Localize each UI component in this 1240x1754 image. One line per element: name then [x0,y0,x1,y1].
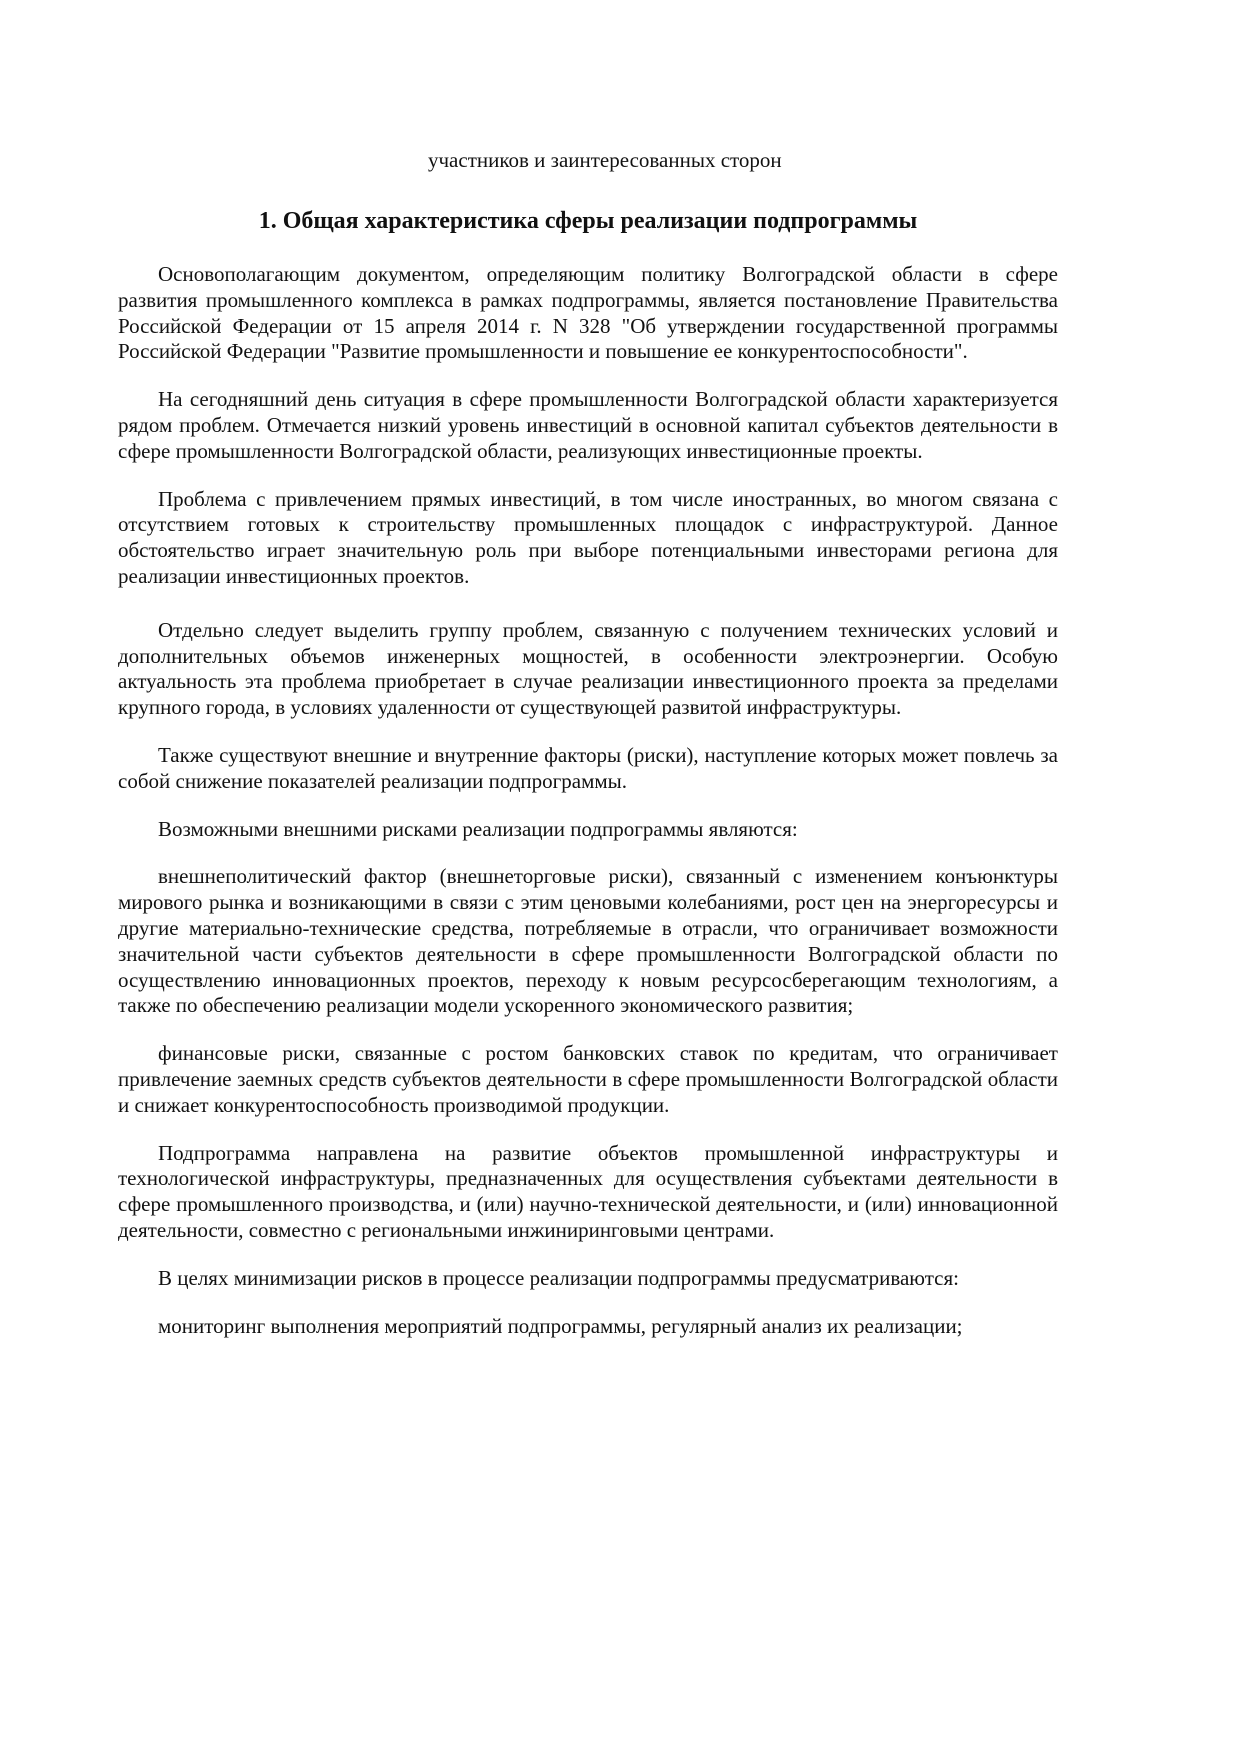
paragraph: Отдельно следует выделить группу проблем, связанную с получением технических условий и дополнительных объемов инженерных мощностей, в особенности электроэнергии. Особую актуальность эта проблема приобретает в случае реализации инвестиционного проекта за пределами крупного города, в условиях удаленности от существующей развитой инфраструктуры. [118,617,1058,720]
paragraph: Подпрограмма направлена на развитие объектов промышленной инфраструктуры и технологической инфраструктуры, предназначенных для осуществления субъектами деятельности в сфере промышленного производства, и (или) научно-технической деятельности, и (или) инновационной деятельности, совместно с региональными инжиниринговыми центрами. [118,1140,1058,1242]
paragraph: Проблема с привлечением прямых инвестиций, в том числе иностранных, во многом связана с отсутствием готовых к строительству промышленных площадок с инфраструктурой. Данное обстоятельство играет значительную роль при выборе потенциальными инвесторами региона для реализации инвестиционных проектов. [118,486,1058,588]
paragraph: Возможными внешними рисками реализации подпрограммы являются: [158,816,798,841]
paragraph: В целях минимизации рисков в процессе реализации подпрограммы предусматриваются: [158,1265,959,1290]
section-heading: 1. Общая характеристика сферы реализации подпрограммы [258,208,918,234]
paragraph: Основополагающим документом, определяющим политику Волгоградской области в сфере развития промышленного комплекса в рамках подпрограммы, является постановление Правительства Российской Федерации от 15 апреля 2014 г. N 328 "Об утверждении государственной программы Российской Федерации "Развитие промышленности и повышение ее конкурентоспособности". [118,262,1058,364]
paragraph: мониторинг выполнения мероприятий подпрограммы, регулярный анализ их реализации; [158,1313,963,1338]
document-body [118,262,1058,1361]
paragraph: Также существуют внешние и внутренние факторы (риски), наступление которых может повлечь за собой снижение показателей реализации подпрограммы. [118,742,1058,793]
paragraph: На сегодняшний день ситуация в сфере промышленности Волгоградской области характеризуется рядом проблем. Отмечается низкий уровень инвестиций в основной капитал субъектов деятельности в сфере промышленности Волгоградской области, реализующих инвестиционные проекты. [118,387,1058,463]
continuation-text: участников и заинтересованных сторон [428,148,782,172]
paragraph: внешнеполитический фактор (внешнеторговые риски), связанный с изменением конъюнктуры мирового рынка и возникающими в связи с этим ценовыми колебаниями, рост цен на энергоресурсы и другие материально-технические средства, потребляемые в отрасли, что ограничивает возможности значительной части субъектов деятельности в сфере промышленности Волгоградской области по осуществлению инновационных проектов, переходу к новым ресурсосберегающим технологиям, а также по обеспечению реализации модели ускоренного экономического развития; [118,864,1058,1018]
paragraph: финансовые риски, связанные с ростом банковских ставок по кредитам, что ограничивает привлечение заемных средств субъектов деятельности в сфере промышленности Волгоградской области и снижает конкурентоспособность производимой продукции. [118,1041,1058,1117]
